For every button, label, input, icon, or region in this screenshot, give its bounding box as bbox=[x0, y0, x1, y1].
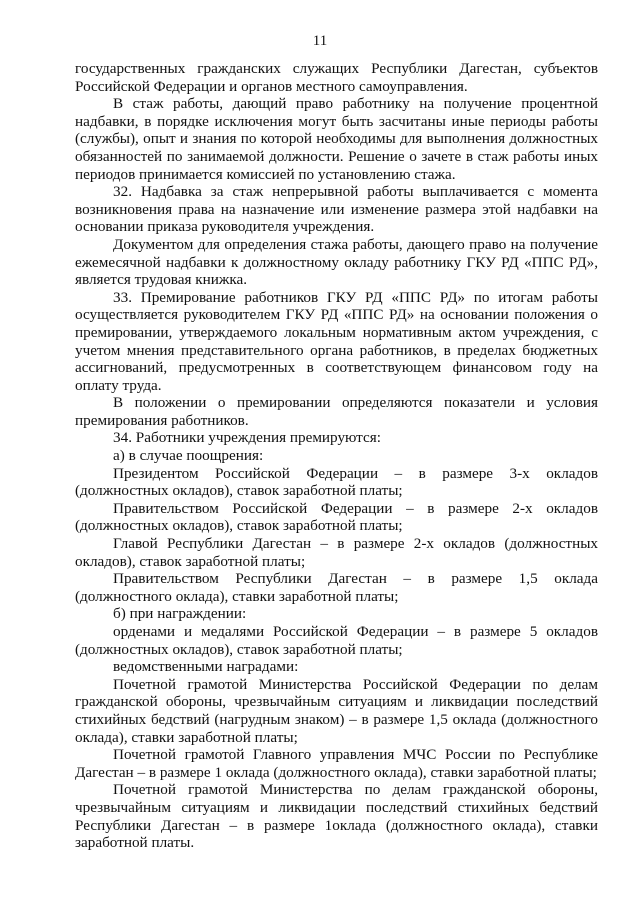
paragraph: Правительством Республики Дагестан – в размере 1,5 оклада (должностного оклада), ставки заработной платы; bbox=[75, 570, 598, 605]
paragraph: б) при награждении: bbox=[113, 605, 247, 623]
paragraph: ведомственными наградами: bbox=[113, 658, 299, 676]
paragraph: В положении о премировании определяются показатели и условия премирования работников. bbox=[75, 394, 598, 429]
paragraph: Президентом Российской Федерации – в размере 3-х окладов (должностных окладов), ставок заработной платы; bbox=[75, 464, 598, 500]
paragraph: Почетной грамотой Министерства Российской Федерации по делам гражданской обороны, чрезвычайным ситуациям и ликвидации последствий стихийных бедствий (нагрудным знаком) – в размере 1,5 оклада (должностного оклада), ставки заработной платы; bbox=[75, 675, 598, 746]
paragraph: В стаж работы, дающий право работнику на получение процентной надбавки, в порядке исключения могут быть засчитаны иные периоды работы (службы), опыт и знания по которой необходимы для выполнения должностных обязанностей по занимаемой должности. Решение о зачете в стаж работы иных периодов принимается комиссией по установлению стажа. bbox=[75, 95, 598, 183]
paragraph: 32. Надбавка за стаж непрерывной работы выплачивается с момента возникновения права на назначение или изменение размера этой надбавки на основании приказа руководителя учреждения. bbox=[75, 183, 598, 236]
paragraph: а) в случае поощрения: bbox=[113, 447, 264, 465]
page-number: 11 bbox=[312, 33, 328, 49]
paragraph: орденами и медалями Российской Федерации – в размере 5 окладов (должностных окладов), ставок заработной платы; bbox=[75, 623, 598, 658]
paragraph: государственных гражданских служащих Республики Дагестан, субъектов Российской Федерации и органов местного самоуправления. bbox=[75, 60, 598, 95]
paragraph: Почетной грамотой Главного управления МЧС России по Республике Дагестан – в размере 1 оклада (должностного оклада), ставки заработной платы; bbox=[75, 746, 598, 781]
paragraph: Почетной грамотой Министерства по делам гражданской обороны, чрезвычайным ситуациям и ликвидации последствий стихийных бедствий Республики Дагестан – в размере 1оклада (должностного оклада), ставки заработной платы. bbox=[75, 781, 598, 852]
paragraph: Документом для определения стажа работы, дающего право на получение ежемесячной надбавки к должностному окладу работнику ГКУ РД «ППС РД», является трудовая книжка. bbox=[75, 235, 598, 289]
paragraph: 34. Работники учреждения премируются: bbox=[113, 429, 381, 447]
paragraph: Главой Республики Дагестан – в размере 2-х окладов (должностных окладов), ставок заработной платы; bbox=[75, 535, 598, 570]
paragraph: 33. Премирование работников ГКУ РД «ППС РД» по итогам работы осуществляется руководителем ГКУ РД «ППС РД» на основании положения о премировании, утверждаемого локальным нормативным актом учреждения, с учетом мнения представительного органа работников, в пределах бюджетных ассигнований, предусмотренных в соответствующем финансовом году на оплату труда. bbox=[75, 288, 598, 394]
paragraph: Правительством Российской Федерации – в размере 2-х окладов (должностных окладов), ставок заработной платы; bbox=[75, 499, 598, 535]
document-body bbox=[75, 60, 598, 852]
